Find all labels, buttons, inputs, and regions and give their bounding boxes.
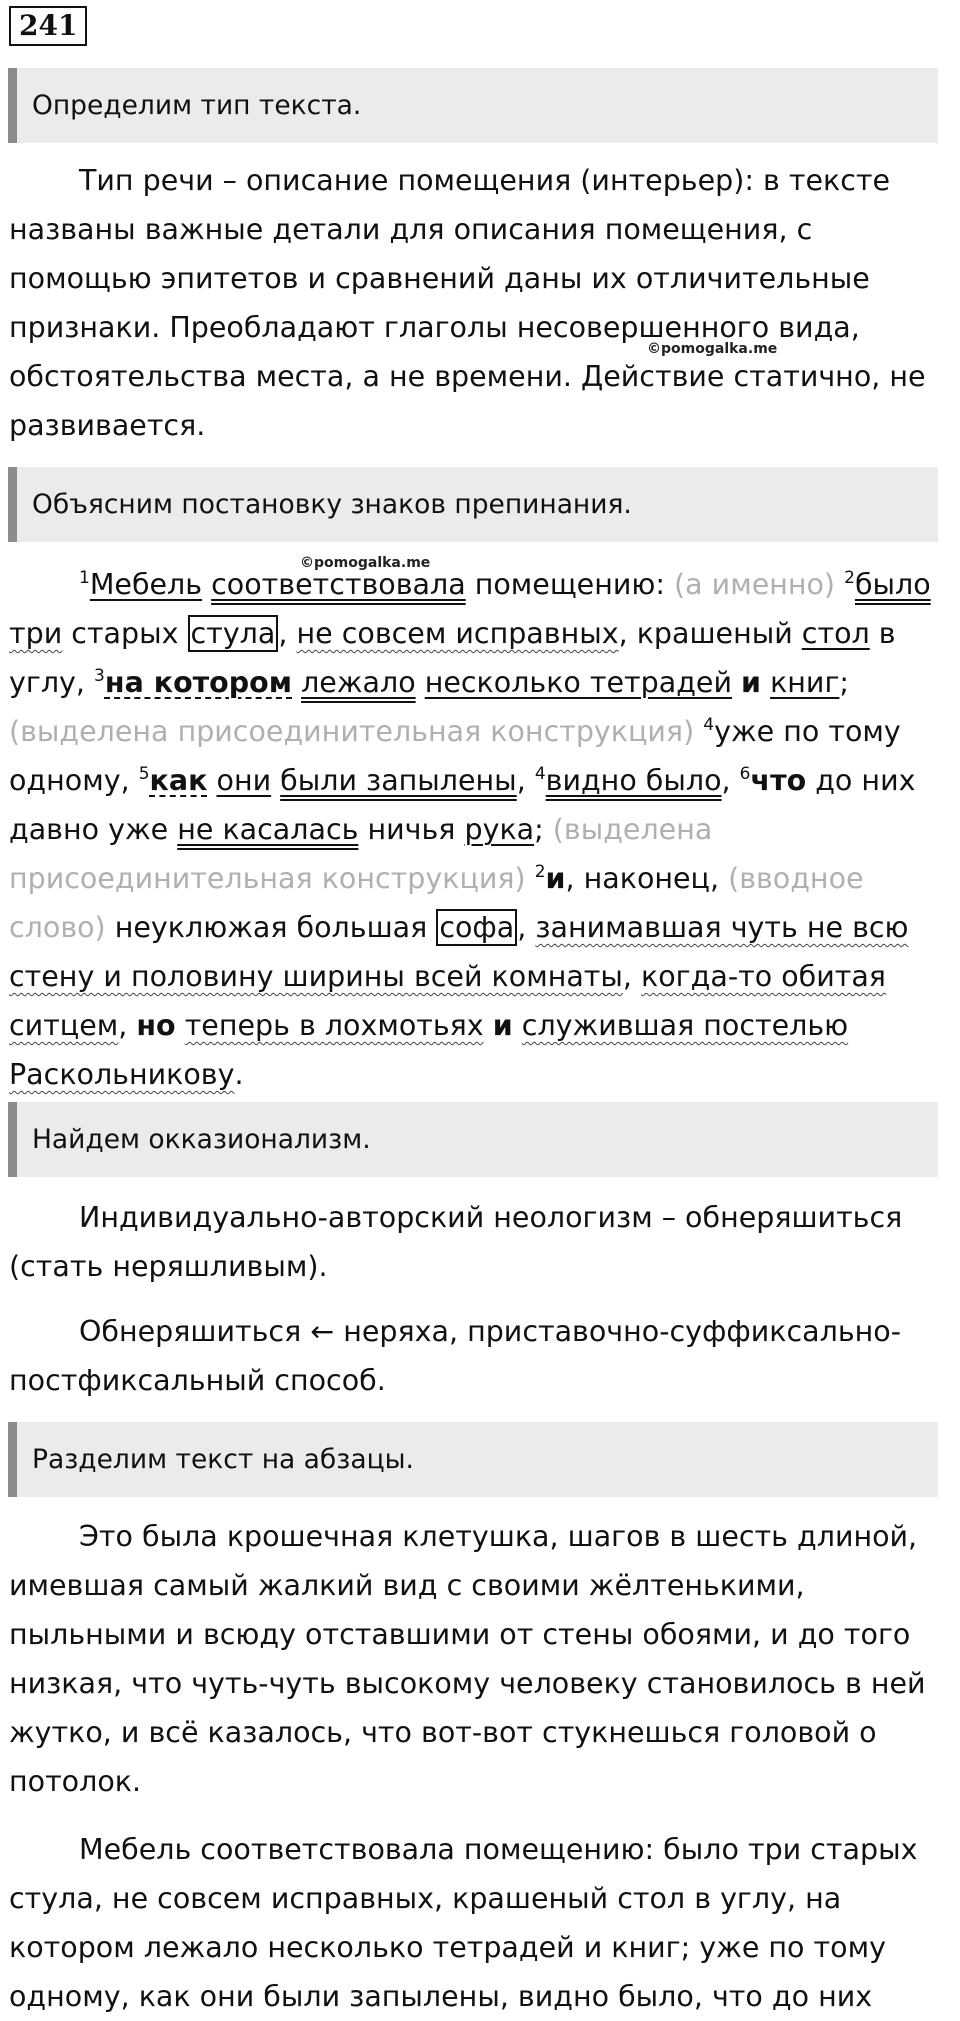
source-text-paragraph-1: Это была крошечная клетушка, шагов в шесть длиной, имевшая самый жалкий вид с своими жёлтенькими, пыльными и всюду отставшими от стены обоями, и до того низкая, что чуть-чуть высокому человеку становилось в ней жутко, и всё казалось, что вот-вот стукнешься головой о потолок. — [9, 1520, 926, 1798]
text-type-paragraph: Тип речи – описание помещения (интерьер): в тексте названы важные детали для описания помещения, с помощью эпитетов и сравнений даны их отличительные признаки. Преобладают глаголы несовершенного вида, обстоятельства места, а не времени. Действие статично, не развивается. — [9, 164, 926, 442]
punctuation-analysis: $^1$Мебель соответствовала помещению: (а именно) $^2$было три старых стула , не совсем исправных, крашеный стол в углу, $^3$на котором лежало несколько тетрадей и книг; (выделена присоединительная конструкция) $^4$уже по тому одному, $^5$как они были запылены, $^4$видно было, $^6$что до них давно уже не касалась ничья рука; (выделена присоединительная конструкция) $^2$и, наконец, (вводное слово) неуклюжая большая софа , занимавшая чуть не всю стену и половину ширины всей комнаты, когда-то обитая ситцем, но теперь в лохмотьях и служившая постелью Раскольникову. — [9, 568, 931, 1091]
section-header-punctuation: Объясним постановку знаков препинания. — [8, 467, 938, 542]
section-header-occasionalism: Найдем окказионализм. — [8, 1102, 938, 1177]
occasionalism-paragraph-1: Индивидуально-авторский неологизм – обнеряшиться (стать неряшливым). — [9, 1201, 903, 1283]
source-text-paragraph-2: Мебель соответствовала помещению: было три старых стула, не совсем исправных, крашеный стол в углу, на котором лежало несколько тетрадей и книг; уже по тому одному, как они были запылены, видно было, что до них — [9, 1833, 918, 2013]
section-header-text-type: Определим тип текста. — [8, 68, 938, 143]
occasionalism-paragraph-2: Обнеряшиться ← неряха, приставочно-суффиксально-постфиксальный способ. — [9, 1315, 901, 1397]
exercise-number: 241 — [9, 6, 87, 46]
section-header-paragraphs: Разделим текст на абзацы. — [8, 1422, 938, 1497]
watermark: ©pomogalka.me — [647, 341, 778, 357]
watermark: ©pomogalka.me — [300, 555, 431, 571]
